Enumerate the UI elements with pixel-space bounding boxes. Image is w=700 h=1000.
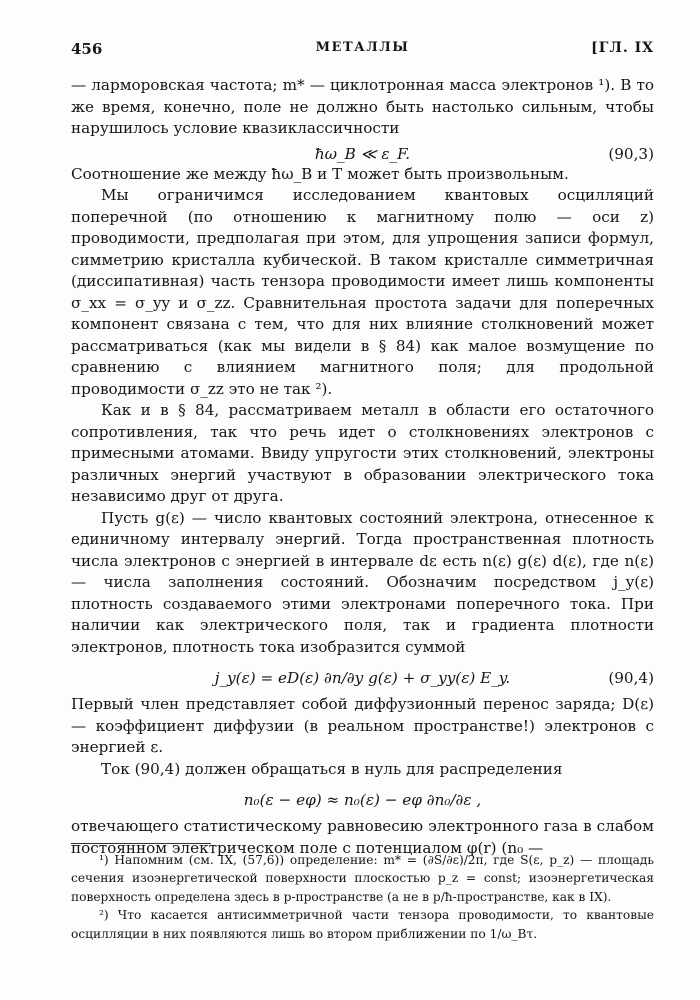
paragraph: отвечающего статистическому равновесию электронного газа в слабом постоянном электрическом поле с потенциалом φ(r) (n₀ — bbox=[71, 817, 654, 857]
paragraph: — ларморовская частота; m* — циклотронная масса электронов ¹). В то же время, конечно, поле не должно быть настолько сильным, чтобы нарушилось условие квазиклассичности bbox=[71, 76, 654, 137]
chapter-label: [ГЛ. IX bbox=[591, 40, 654, 56]
footnote: ¹) Напомним (см. IX, (57,6)) определение: m* = (∂S/∂ε)/2π, где S(ε, p_z) — площадь сечения изоэнергетической поверхности плоскостью p_z = const; изоэнергетическая поверхность определена здесь в p-пространстве (а не в p/ħ-пространстве, как в IX). bbox=[71, 853, 654, 904]
footnotes bbox=[71, 843, 654, 943]
equation-number: (90,4) bbox=[608, 669, 654, 687]
paragraph: Пусть g(ε) — число квантовых состояний электрона, отнесенное к единичному интервалу энергий. Тогда пространственная плотность числа электронов с энергией в интервале dε есть n(ε) g(ε) d(ε), где n(ε) — числа заполнения состояний. Обозначим посредством j_y(ε) плотность создаваемого этими электронами поперечного тока. При наличии как электрического поля, так и градиента плотности электронов, плотность тока изобразится суммой bbox=[71, 508, 654, 656]
page-number: 456 bbox=[71, 40, 103, 58]
page-header bbox=[71, 40, 654, 60]
equation-90-4 bbox=[71, 658, 654, 694]
footnote-rule bbox=[71, 843, 211, 844]
equation-expression: n₀(ε − eφ) ≈ n₀(ε) − eφ ∂n₀/∂ε , bbox=[243, 791, 482, 809]
footnote: ²) Что касается антисимметричной части тензора проводимости, то квантовые осцилляции в них появляются лишь во втором приближении по 1/ω_Bτ. bbox=[71, 908, 654, 941]
equation-number: (90,3) bbox=[608, 144, 654, 163]
equation-distribution bbox=[71, 780, 654, 816]
paragraph: Первый член представляет собой диффузионный перенос заряда; D(ε) — коэффициент диффузии (в реальном пространстве!) электронов с энергией ε. bbox=[71, 695, 654, 756]
running-title: МЕТАЛЛЫ bbox=[315, 40, 410, 55]
equation-expression: j_y(ε) = eD(ε) ∂n/∂y g(ε) + σ_yy(ε) E_y. bbox=[214, 669, 511, 687]
paragraph: Соотношение же между ħω_B и T может быть произвольным. bbox=[71, 164, 569, 183]
equation-expression: ħω_B ≪ ε_F. bbox=[314, 144, 411, 163]
paragraph: Как и в § 84, рассматриваем металл в области его остаточного сопротивления, так что речь идет о столкновениях электронов с примесными атомами. Ввиду упругости этих столкновений, электроны различных энергий участвуют в образовании электрического тока независимо друг от друга. bbox=[71, 401, 654, 505]
paragraph: Ток (90,4) должен обращаться в нуль для распределения bbox=[101, 759, 563, 778]
equation-90-3 bbox=[71, 140, 654, 164]
paragraph: Мы ограничимся исследованием квантовых осцилляций поперечной (по отношению к магнитному полю — оси z) проводимости, предполагая при этом, для упрощения записи формул, симметрию кристалла кубической. В таком кристалле симметричная (диссипативная) часть тензора проводимости имеет лишь компоненты σ_xx = σ_yy и σ_zz. Сравнительная простота задачи для поперечных компонент связана с тем, что для них влияние столкновений может рассматриваться (как мы видели в § 84) как малое возмущение по сравнению с влиянием магнитного поля; для продольной проводимости σ_zz это не так ²). bbox=[71, 186, 654, 398]
main-text bbox=[71, 75, 654, 859]
